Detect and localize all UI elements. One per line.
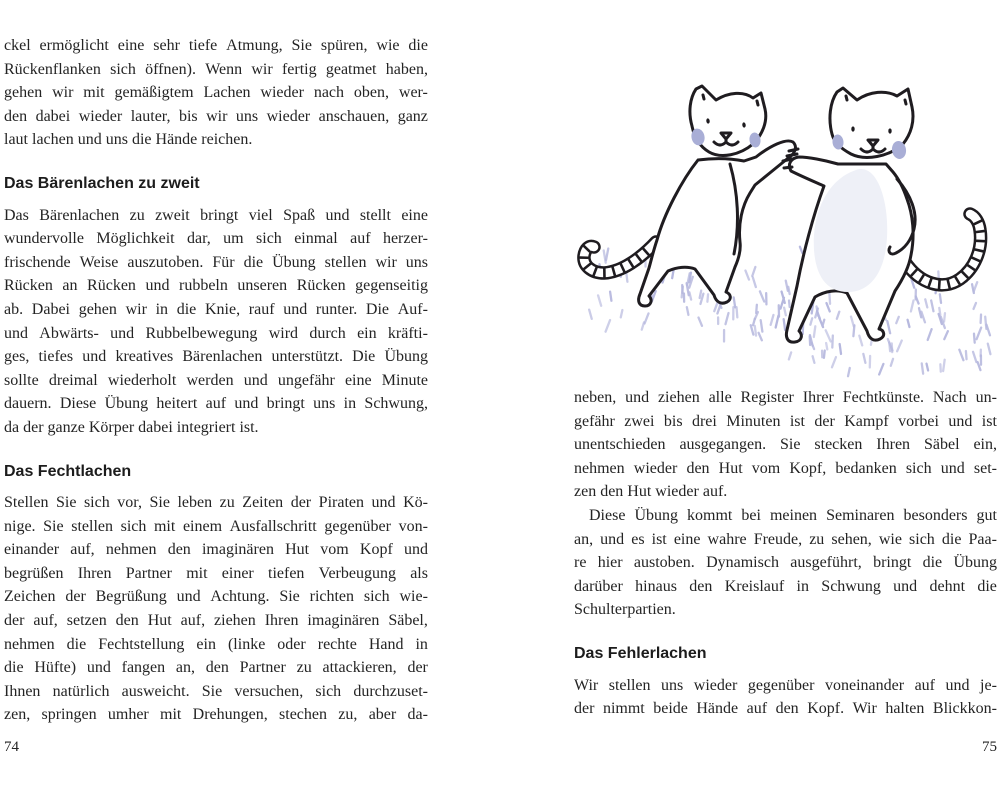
text-line: nige. Sie stellen sich mit einem Ausfallschritt gegenüber von- [4,517,428,535]
text-line: Zeichen der Begrüßung und Achtung. Sie richten sich wie- [4,588,428,606]
text-line: nehmen wieder den Hut vom Kopf, bedanken sich und set- [574,459,997,477]
text-line: da der ganze Körper dabei integriert ist. [4,418,259,436]
text-line: re hier austoben. Dynamisch ausgeführt, bringt die Übung [574,554,997,572]
section-heading: Das Fechtlachen [4,462,132,480]
text-line: neben, und ziehen alle Register Ihrer Fechtkünste. Nach un- [574,389,997,406]
section-heading: Das Bärenlachen zu zweit [4,174,200,192]
page-number-left: 74 [4,739,19,755]
text-line: darüber hinaus den Kreislauf in Schwung und dehnt die [574,577,997,595]
right-page-text [574,386,997,721]
text-line: zen, springen umher mit Drehungen, stechen zu, aber da- [4,706,428,724]
section-heading: Das Fehlerlachen [574,644,707,662]
text-line: gehen wir mit gemäßigtem Lachen wieder nach oben, wer- [4,84,428,102]
text-line: an, und es ist eine wahre Freude, zu sehen, wie sich die Paa- [574,530,997,548]
cats-illustration [556,30,1000,382]
paragraph [574,504,997,622]
text-line: und Abwärts- und Rubbelbewegung wird durch ein kräfti- [4,324,428,342]
paragraph [574,674,997,721]
text-line: unentschieden ausgegangen. Sie stecken Ihren Säbel ein, [574,436,997,454]
text-line: der nimmt beide Hände auf den Kopf. Wir halten Blickkon- [574,700,997,718]
text-line: der auf, setzen den Hut auf, ziehen Ihren imaginären Säbel, [4,612,428,630]
right-cat-eye-left [851,126,854,131]
text-line: gefähr zwei bis drei Minuten ist der Kampf vorbei und ist [574,412,997,430]
page-number-right: 75 [982,739,997,755]
right-cat-eye-right [888,128,891,133]
text-line: Wir stellen uns wieder gegenüber voneinander auf und je- [574,676,997,694]
left-page-text [4,34,428,727]
paragraph [4,34,428,152]
text-line: laut lachen und uns die Hände reichen. [4,131,253,149]
text-line: wundervolle Möglichkeit dar, um sich einmal auf herzer- [4,230,428,248]
text-line: Schulterpartien. [574,601,676,619]
text-line: Das Bärenlachen zu zweit bringt viel Spaß und stellt eine [4,206,428,224]
text-line: den dabei wieder lauter, bis wir uns wieder anschauen, ganz [4,107,428,125]
text-line: zen den Hut wieder auf. [574,483,728,501]
text-line: sollte dreimal wiederholt werden und ungefähr eine Minute [4,371,428,389]
grass-dashes [583,245,991,376]
text-line: einander auf, nehmen den imaginären Hut vom Kopf und [4,541,428,559]
right-cat [783,88,984,342]
text-line: Rücken an Rücken und rubbeln unseren Rücken gegenseitig [4,277,428,295]
text-line: Diese Übung kommt bei meinen Seminaren besonders gut [589,506,997,524]
text-line: ges, tiefes und kreatives Bärenlachen unterstützt. Die Übung [4,348,428,366]
text-line: frischende Weise auszutoben. Für die Übung stellen wir uns [4,253,428,271]
text-line: Stellen Sie sich vor, Sie leben zu Zeiten der Piraten und Kö- [4,494,428,512]
left-cat-tail [580,242,656,277]
text-line: Ihnen natürlich ausweicht. Sie versuchen, sich durchzuset- [4,682,428,700]
right-cat-tail [905,214,984,289]
text-line: Rückenflanken sich öffnen). Wenn wir fertig geatmet haben, [4,60,428,78]
text-line: nehmen die Fechtstellung ein (linke oder rechte Hand in [4,635,428,653]
text-line: ab. Dabei gehen wir in die Knie, rauf und runter. Die Auf- [4,300,428,318]
paragraph [574,386,997,504]
text-line: die Hüfte) und fangen an, den Partner zu attackieren, der [4,659,428,677]
paragraph [4,491,428,727]
text-line: begrüßen Ihren Partner mit einer tiefen Verbeugung als [4,564,428,582]
text-line: ckel ermöglicht eine sehr tiefe Atmung, Sie spüren, wie die [4,37,428,54]
paragraph [4,204,428,440]
text-line: dauern. Diese Übung heitert auf und bringt uns in Schwung, [4,395,428,413]
